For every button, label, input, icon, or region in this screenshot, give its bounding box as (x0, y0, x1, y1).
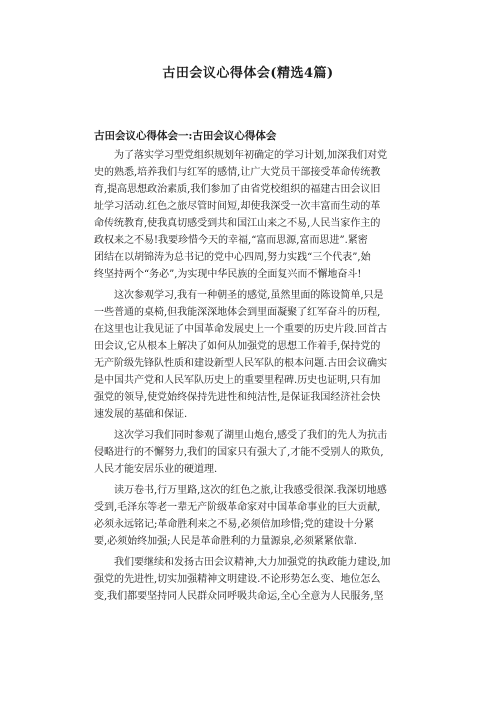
paragraph (94, 554, 406, 605)
paragraph-line: 在这里也让我见证了中国革命发展史上一个重要的历史片段.回首古 (94, 324, 388, 335)
paragraph (94, 147, 406, 283)
paragraph-line: 强党的领导,使党始终保持先进性和纯洁性,是保证我国经济社会快 (94, 392, 381, 403)
paragraph-line: 田会议,它从根本上解决了如何从加强党的思想工作着手,保持党的 (94, 341, 381, 352)
paragraph-line: 这次学习我们同时参观了湖里山炮台,感受了我们的先人为抗击 (114, 430, 388, 441)
paragraph-line: 团结在以胡锦涛为总书记的党中心四周,努力实践“三个代表”,始 (94, 252, 371, 263)
paragraph-line: 终坚持两个“务必”,为实现中华民族的全面复兴而不懈地奋斗! (94, 269, 362, 280)
paragraph-line: 人民才能安居乐业的硬道理. (94, 464, 218, 475)
paragraph-line: 必须永远铭记;革命胜利来之不易,必须倍加珍惜;党的建设十分紧 (94, 519, 374, 530)
paragraph (94, 427, 406, 478)
paragraph-line: 为了落实学习型党组织规划年初确定的学习计划,加深我们对党 (114, 150, 388, 161)
paragraph-line: 强党的先进性,切实加强精神文明建设.不论形势怎么变、地位怎么 (94, 574, 381, 585)
paragraph-line: 受到,毛泽东等老一辈无产阶级革命家对中国革命事业的巨大贡献, (94, 502, 381, 513)
paragraph-line: 无产阶级先锋队性质和建设新型人民军队的根本问题.古田会议确实 (94, 358, 388, 369)
paragraph-line: 是中国共产党和人民军队历史上的重要里程碑.历史也证明,只有加 (94, 375, 381, 386)
document-title: 古田会议心得体会(精选4篇) (162, 66, 334, 81)
paragraph-line: 要,必须始终加强;人民是革命胜利的力量源泉,必须紧紧依靠. (94, 536, 357, 547)
paragraph-line: 速发展的基础和保证. (94, 409, 188, 420)
paragraph-line: 史的熟悉,培养我们与红军的感情,让广大党员干部接受革命传统教 (94, 167, 381, 178)
paragraph-line: 政权来之不易!我要珍惜今天的幸福,“富而思源,富而思进”.紧密 (94, 235, 368, 246)
paragraph-line: 育,提高思想政治素质,我们参加了由省党校组织的福建古田会议旧 (94, 184, 381, 195)
paragraph-line: 一些普通的桌椅,但我能深深地体会到里面凝聚了红军奋斗的历程, (94, 307, 381, 318)
paragraph-line: 变,我们都要坚持同人民群众同呼吸共命运,全心全意为人民服务,坚 (94, 591, 384, 602)
paragraph-line: 我们要继续和发扬古田会议精神,大力加强党的执政能力建设,加 (114, 557, 391, 568)
section-heading: 古田会议心得体会一:古田会议心得体会 (94, 130, 277, 142)
document-body (94, 147, 406, 609)
paragraph-line: 读万卷书,行万里路,这次的红色之旅,让我感受很深.我深切地感 (114, 485, 387, 496)
paragraph (94, 287, 406, 423)
paragraph-line: 命传统教育,使我真切感受到共和国江山来之不易,人民当家作主的 (94, 218, 381, 229)
paragraph (94, 482, 406, 550)
paragraph-line: 这次参观学习,我有一种朝圣的感觉,虽然里面的陈设简单,只是 (114, 290, 384, 301)
paragraph-line: 址学习活动.红色之旅尽管时间短,却使我深受一次丰富而生动的革 (94, 201, 381, 212)
paragraph-line: 侵略进行的不懈努力,我们的国家只有强大了,才能不受别人的欺负, (94, 447, 384, 458)
